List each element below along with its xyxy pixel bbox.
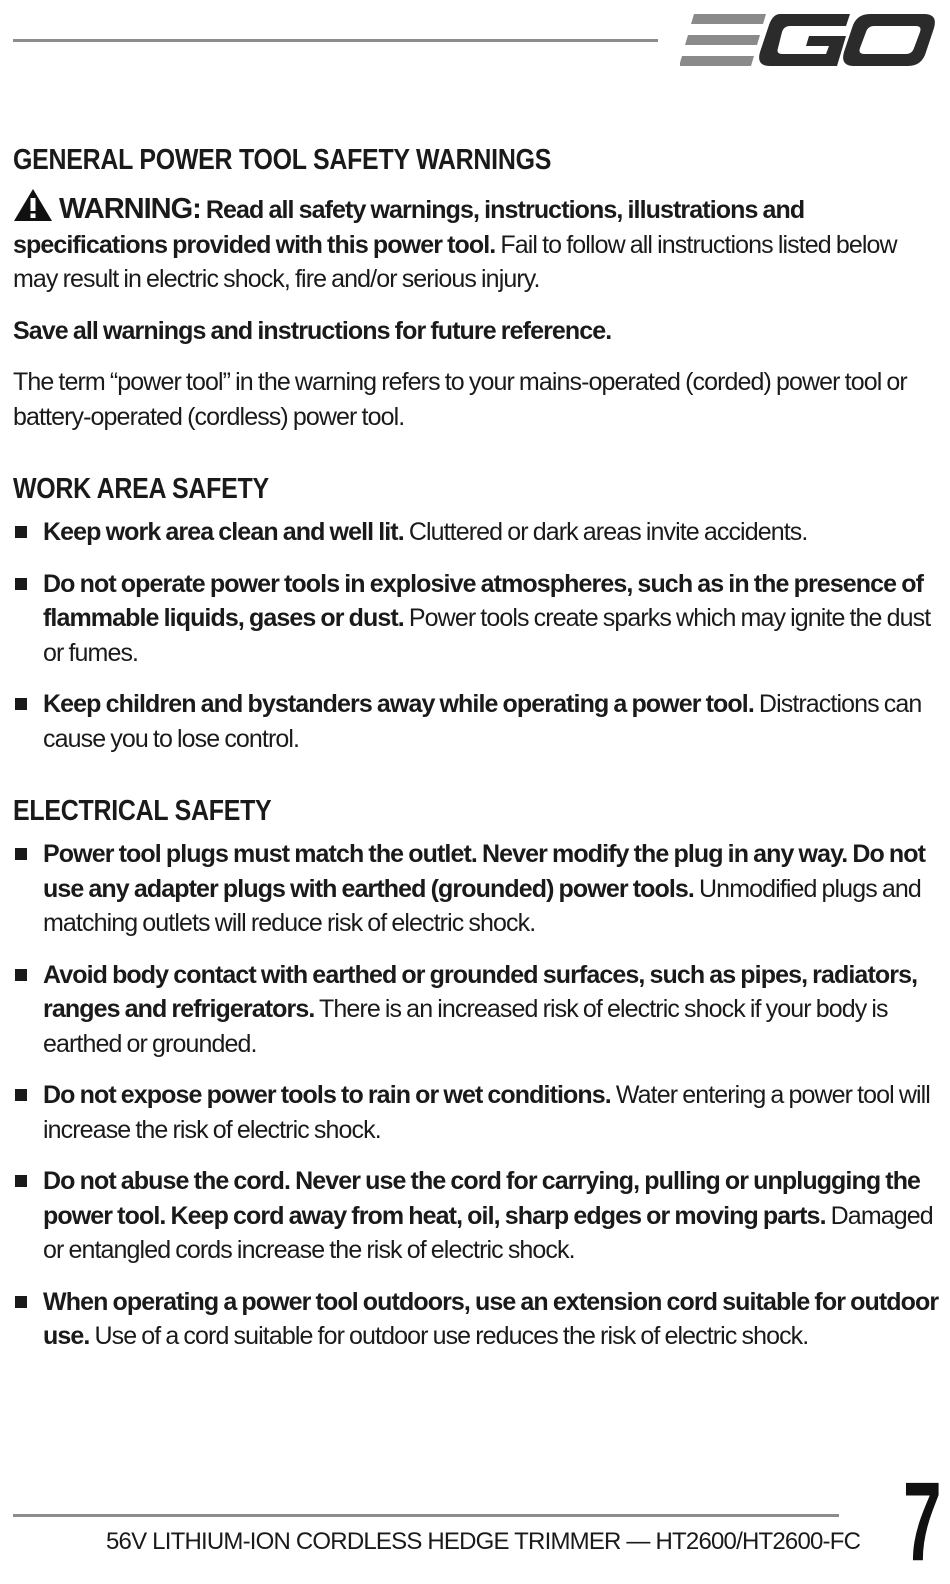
item-text: Water entering a power tool will increase the risk of electric shock. — [43, 1081, 930, 1144]
item-bold-text: Avoid body contact with earthed or grounded surfaces, such as pipes, radiators, ranges and refrigerators. — [43, 960, 918, 1023]
bullet-square-icon — [15, 1089, 27, 1101]
save-instructions — [13, 314, 943, 349]
bullet-square-icon — [15, 1175, 27, 1187]
list-item — [13, 837, 943, 941]
electrical-list — [13, 837, 943, 1354]
item-bold-text: Do not expose power tools to rain or wet conditions. — [43, 1081, 611, 1109]
bullet-square-icon — [15, 526, 27, 538]
work-area-list — [13, 515, 943, 756]
item-text: Unmodified plugs and matching outlets will reduce risk of electric shock. — [43, 874, 921, 937]
item-text: There is an increased risk of electric shock if your body is earthed or grounded. — [43, 995, 888, 1058]
list-item — [13, 1078, 943, 1147]
page-content — [13, 138, 943, 1354]
power-tool-term-paragraph: The term “power tool” in the warning refers to your mains-operated (corded) power tool or battery-operated (cordless) power tool. — [13, 368, 907, 431]
work-area-safety-heading: WORK AREA SAFETY — [13, 473, 269, 505]
list-item — [13, 1285, 943, 1354]
header-rule — [13, 39, 658, 42]
bullet-square-icon — [15, 848, 27, 860]
item-text: Use of a cord suitable for outdoor use reduces the risk of electric shock. — [89, 1322, 809, 1350]
bullet-square-icon — [15, 578, 27, 590]
electrical-safety-heading: ELECTRICAL SAFETY — [13, 795, 272, 827]
list-item — [13, 515, 943, 550]
save-instructions-text: Save all warnings and instructions for future reference. — [13, 316, 612, 345]
warning-label: WARNING: — [59, 193, 201, 225]
item-text: Damaged or entangled cords increase the risk of electric shock. — [43, 1201, 933, 1264]
list-item — [13, 958, 943, 1062]
item-text: Power tools create sparks which may ignite the dust or fumes. — [43, 604, 931, 667]
general-safety-heading: GENERAL POWER TOOL SAFETY WARNINGS — [13, 144, 552, 176]
item-bold-text: Keep children and bystanders away while operating a power tool. — [43, 690, 754, 718]
footer-product-title: 56V LITHIUM-ION CORDLESS HEDGE TRIMMER — HT2600/HT2600-FC — [106, 1528, 861, 1555]
item-bold-text: Power tool plugs must match the outlet. Never modify the plug in any way. Do not use any adapter plugs with earthed (grounded) power tools. — [43, 840, 926, 903]
footer-rule — [13, 1514, 839, 1517]
item-bold-text: Keep work area clean and well lit. — [43, 518, 404, 546]
item-bold-text: When operating a power tool outdoors, use an extension cord suitable for outdoor use. — [43, 1287, 939, 1350]
bullet-square-icon — [15, 698, 27, 710]
item-bold-text: Do not abuse the cord. Never use the cord for carrying, pulling or unplugging the power tool. Keep cord away from heat, oil, sharp edges or moving parts. — [43, 1167, 921, 1230]
warning-bold-text: Read all safety warnings, instructions, illustrations and specifications provided with this power tool. — [13, 196, 805, 259]
item-text: Cluttered or dark areas invite accidents. — [403, 518, 808, 546]
bullet-square-icon — [15, 1296, 27, 1308]
list-item — [13, 1164, 943, 1268]
item-text: Distractions can cause you to lose control. — [43, 690, 922, 753]
warning-triangle-icon — [13, 188, 53, 222]
page-number: 7 — [903, 1459, 942, 1584]
list-item — [13, 687, 943, 756]
list-item — [13, 567, 943, 671]
warning-paragraph — [13, 188, 943, 297]
item-bold-text: Do not operate power tools in explosive atmospheres, such as in the presence of flammable liquids, gases or dust. — [43, 569, 924, 632]
ego-logo — [680, 10, 936, 70]
warning-body-text: Fail to follow all instructions listed below may result in electric shock, fire and/or serious injury. — [13, 230, 897, 293]
bullet-square-icon — [15, 969, 27, 981]
